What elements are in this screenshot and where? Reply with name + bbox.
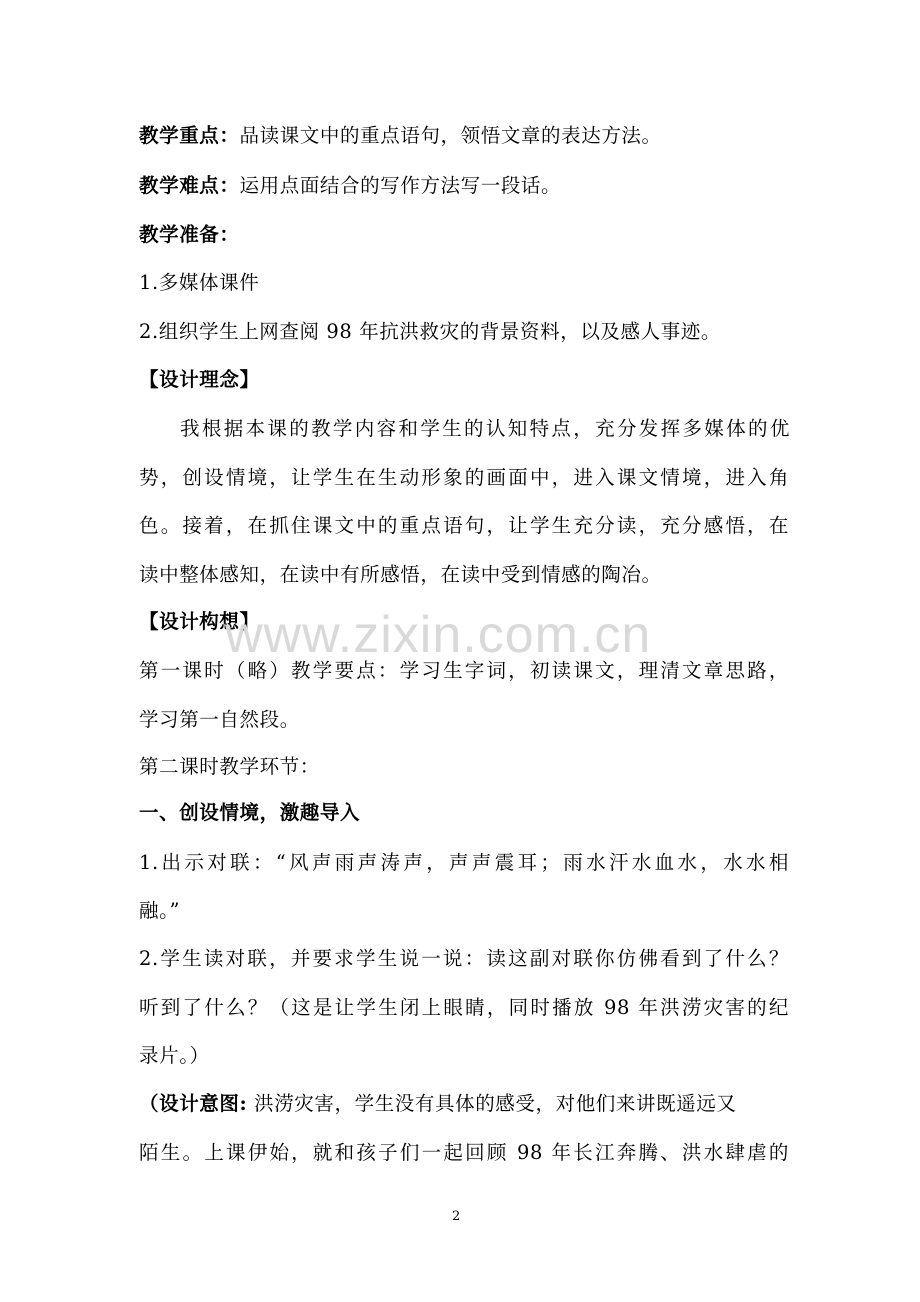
concept-line-3: 色。接着，在抓住课文中的重点语句，让学生充分读，充分感悟，在 (139, 514, 789, 537)
section1-heading: 一、创设情境，激趣导入 (139, 801, 361, 824)
design-intent-text-1: 洪涝灾害，学生没有具体的感受，对他们来讲既遥远又 (247, 1092, 737, 1115)
design-intent-line-1 (139, 1092, 789, 1116)
prep-item-1: 1.多媒体课件 (139, 271, 260, 294)
prep-item-2: 2.组织学生上网查阅 98 年抗洪救灾的背景资料，以及感人事迹。 (139, 320, 722, 343)
design-intent-line-2: 陌生。上课伊始，就和孩子们一起回顾 98 年长江奔腾、洪水肆虐的 (139, 1141, 789, 1164)
design-concept-heading: 【设计理念】 (139, 368, 260, 391)
teaching-difficulty (139, 174, 789, 198)
design-intent-label: （设计意图: (139, 1092, 248, 1115)
step2-line-3: 录片。） (139, 1044, 210, 1067)
step1-line-2: 融。” (139, 899, 181, 922)
concept-line-1: 我根据本课的教学内容和学生的认知特点，充分发挥多媒体的优 (180, 417, 790, 440)
design-idea-heading: 【设计构想】 (139, 610, 260, 633)
page-number: 2 (452, 1209, 461, 1224)
step2-line-1: 2.学生读对联，并要求学生说一说：读这副对联你仿佛看到了什么？ (139, 947, 789, 970)
watermark: www.zixin.com.cn (225, 606, 652, 664)
concept-line-4: 读中整体感知，在读中有所感悟，在读中受到情感的陶冶。 (139, 563, 662, 586)
step2-line-2: 听到了什么？（这是让学生闭上眼睛，同时播放 98 年洪涝灾害的纪 (139, 996, 789, 1019)
teaching-focus (139, 124, 789, 148)
lesson2-heading: 第二课时教学环节： (139, 755, 320, 778)
teaching-prep-heading: 教学准备： (139, 223, 240, 246)
concept-line-2: 势，创设情境，让学生在生动形象的画面中，进入课文情境，进入角 (139, 466, 789, 489)
lesson1-line-1: 第一课时（略）教学要点：学习生字词，初读课文，理清文章思路， (139, 659, 789, 682)
teaching-focus-text: 品读课文中的重点语句，领悟文章的表达方法。 (239, 124, 662, 147)
teaching-difficulty-label: 教学难点： (139, 174, 240, 197)
step1-line-1: 1.出示对联：“风声雨声涛声，声声震耳；雨水汗水血水，水水相 (139, 851, 789, 874)
lesson1-line-2: 学习第一自然段。 (139, 708, 300, 731)
teaching-focus-label: 教学重点： (139, 124, 240, 147)
teaching-difficulty-text: 运用点面结合的写作方法写一段话。 (239, 174, 562, 197)
